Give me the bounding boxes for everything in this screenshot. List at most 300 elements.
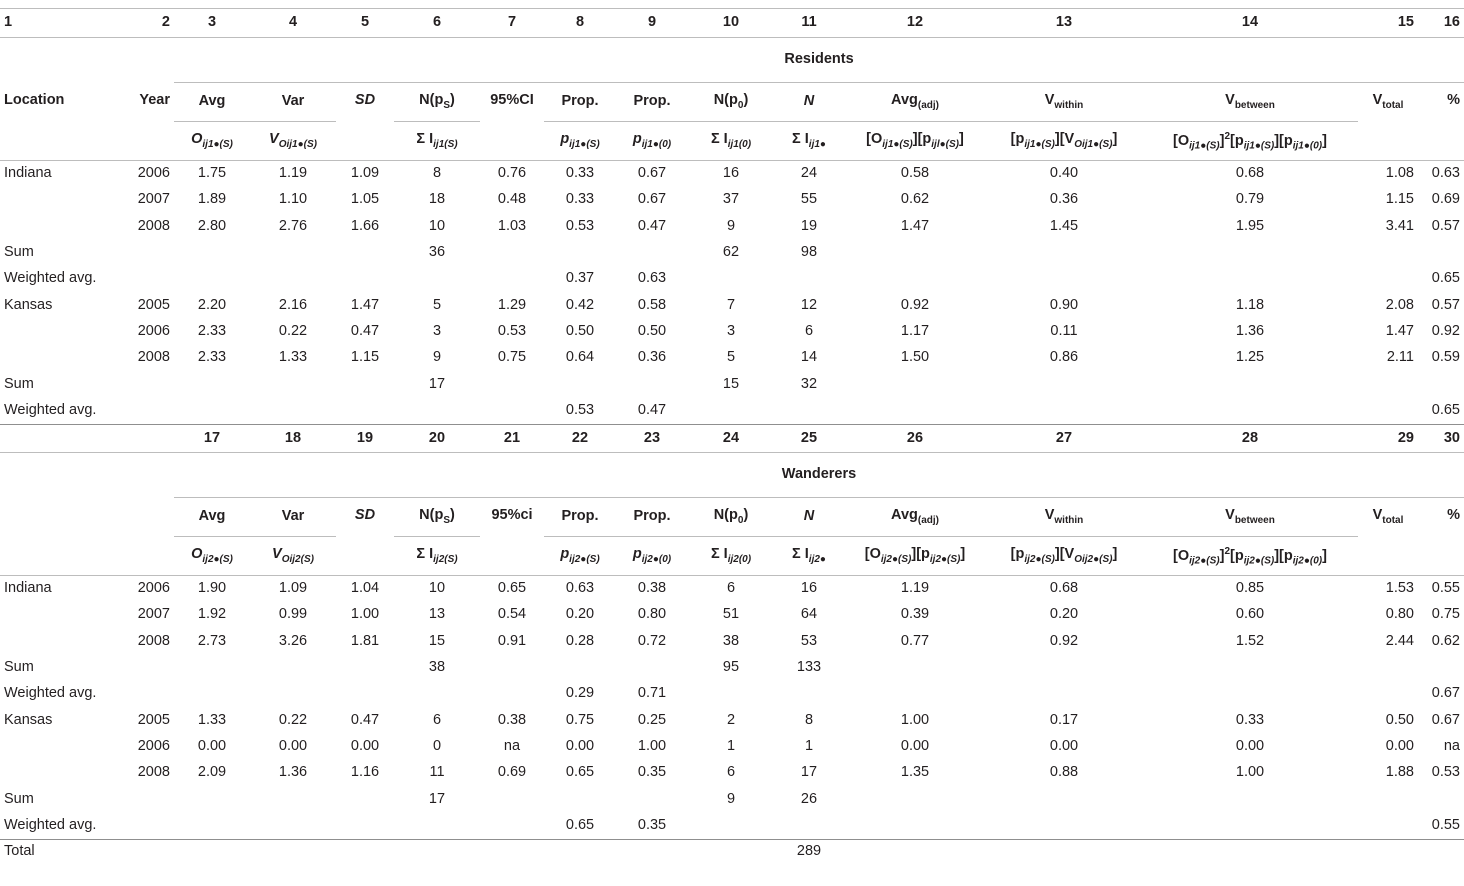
header-avg: Avg bbox=[174, 497, 250, 536]
table-row bbox=[0, 398, 1464, 425]
table-cell bbox=[844, 786, 986, 812]
table-cell bbox=[1142, 786, 1358, 812]
table-cell bbox=[336, 371, 394, 397]
table-cell bbox=[616, 371, 688, 397]
table-cell: 0.40 bbox=[1049, 165, 1079, 182]
table-cell bbox=[1358, 371, 1418, 397]
table-cell bbox=[480, 655, 544, 681]
table-cell bbox=[844, 813, 986, 840]
table-cell: 1.15 bbox=[1385, 191, 1414, 208]
table-cell: 9 bbox=[726, 217, 736, 234]
table-cell: 3.41 bbox=[1385, 217, 1414, 234]
table-cell: 0.00 bbox=[565, 737, 595, 754]
table-cell: 0.47 bbox=[350, 322, 380, 339]
table-cell bbox=[174, 371, 250, 397]
table-cell bbox=[480, 371, 544, 397]
header-n-ps: $N(p_S)$ bbox=[394, 497, 480, 536]
col-number: 11 bbox=[774, 9, 844, 38]
table-cell: 0.59 bbox=[1431, 349, 1460, 366]
table-cell: 0.11 bbox=[1050, 322, 1078, 339]
table-cell: 2006 bbox=[137, 737, 170, 754]
table-cell bbox=[616, 655, 688, 681]
table-cell: 1 bbox=[726, 737, 736, 754]
table-cell: 0.62 bbox=[1431, 632, 1460, 649]
table-cell: 1.29 bbox=[497, 296, 527, 313]
table-cell bbox=[986, 786, 1142, 812]
table-cell: 1.16 bbox=[350, 764, 380, 781]
table-cell: 0.00 bbox=[1385, 737, 1414, 754]
table-cell: 0.86 bbox=[1049, 349, 1079, 366]
table-row bbox=[0, 575, 1464, 602]
table-cell: 0.25 bbox=[637, 711, 667, 728]
col-number: 28 bbox=[1142, 424, 1358, 452]
table-cell: 0.85 bbox=[1235, 580, 1265, 597]
table-cell: 1.36 bbox=[278, 764, 308, 781]
table-cell: 64 bbox=[800, 606, 818, 623]
table-cell bbox=[480, 266, 544, 292]
table-cell bbox=[250, 240, 336, 266]
table-cell: 18 bbox=[428, 191, 446, 208]
table-cell: 1.81 bbox=[350, 632, 380, 649]
table-cell: 3 bbox=[432, 322, 442, 339]
table-cell bbox=[250, 371, 336, 397]
header-pct: % bbox=[1418, 497, 1464, 575]
table-cell: 1.95 bbox=[1235, 217, 1265, 234]
table-cell bbox=[336, 786, 394, 812]
table-cell: 0.63 bbox=[637, 270, 667, 287]
table-cell: 1.45 bbox=[1049, 217, 1079, 234]
table-cell: 2.11 bbox=[1386, 349, 1414, 366]
header-n: N bbox=[774, 83, 844, 122]
table-cell bbox=[1418, 240, 1464, 266]
col-number: 3 bbox=[174, 9, 250, 38]
row-label: Weighted avg. bbox=[0, 813, 108, 840]
section-title-wanderers: Wanderers bbox=[174, 452, 1464, 497]
header-row bbox=[0, 122, 1464, 161]
table-cell: 9 bbox=[726, 790, 736, 807]
table-cell: 0.20 bbox=[565, 606, 595, 623]
table-cell: 0.69 bbox=[497, 764, 527, 781]
table-row bbox=[0, 602, 1464, 628]
table-cell bbox=[174, 681, 250, 707]
table-cell: 133 bbox=[796, 659, 822, 676]
table-cell bbox=[108, 371, 174, 397]
header-v-between: $V_{between}$ bbox=[1142, 497, 1358, 536]
table-cell bbox=[1418, 786, 1464, 812]
row-label: Indiana bbox=[4, 580, 52, 597]
table-row bbox=[0, 371, 1464, 397]
row-label: Sum bbox=[4, 659, 34, 676]
table-row bbox=[0, 786, 1464, 812]
table-row bbox=[0, 187, 1464, 213]
table-cell bbox=[1358, 681, 1418, 707]
table-cell: 0.88 bbox=[1049, 764, 1079, 781]
header-v-total: $V_{total}$ bbox=[1358, 497, 1418, 575]
col-number: 22 bbox=[544, 424, 616, 452]
table-cell bbox=[336, 398, 394, 425]
table-cell: 0.90 bbox=[1049, 296, 1079, 313]
table-cell bbox=[250, 786, 336, 812]
table-cell: 2008 bbox=[137, 349, 170, 366]
table-cell: 0.68 bbox=[1235, 165, 1265, 182]
table-cell: 26 bbox=[800, 790, 818, 807]
table-cell: 0.50 bbox=[565, 322, 595, 339]
table-cell: 0.47 bbox=[637, 217, 667, 234]
table-cell: 0.62 bbox=[900, 191, 930, 208]
table-cell bbox=[108, 681, 174, 707]
table-cell bbox=[844, 240, 986, 266]
table-cell bbox=[1358, 655, 1418, 681]
table-cell bbox=[844, 681, 986, 707]
col-number: 10 bbox=[688, 9, 774, 38]
table-cell: 0.65 bbox=[1418, 398, 1464, 425]
table-cell: 6 bbox=[804, 322, 814, 339]
table-cell: 0.75 bbox=[1431, 606, 1460, 623]
table-cell: 1.47 bbox=[1385, 322, 1414, 339]
header-o: $O_{ij2●(S)}$ bbox=[174, 536, 250, 575]
table-cell: 11 bbox=[429, 764, 445, 781]
table-cell: 2005 bbox=[137, 296, 170, 313]
col-number: 24 bbox=[688, 424, 774, 452]
table-cell: 0.33 bbox=[565, 191, 595, 208]
table-row bbox=[0, 214, 1464, 240]
table-cell: 0.65 bbox=[544, 813, 616, 840]
table-row bbox=[0, 345, 1464, 371]
table-cell: 2.16 bbox=[278, 296, 308, 313]
col-number: 9 bbox=[616, 9, 688, 38]
table-cell bbox=[1418, 371, 1464, 397]
table-cell: 0.67 bbox=[637, 165, 667, 182]
table-cell: 0.75 bbox=[565, 711, 595, 728]
table-cell: 0.38 bbox=[497, 711, 527, 728]
table-cell bbox=[844, 398, 986, 425]
table-cell: 0.92 bbox=[1431, 322, 1460, 339]
table-cell: 3.26 bbox=[278, 632, 308, 649]
table-cell: 2.08 bbox=[1385, 296, 1414, 313]
row-label: Sum bbox=[4, 375, 34, 392]
table-cell bbox=[480, 681, 544, 707]
col-number: 16 bbox=[1418, 9, 1464, 38]
table-cell bbox=[844, 371, 986, 397]
header-n-p0: $N(p_0)$ bbox=[688, 497, 774, 536]
table-cell: 37 bbox=[722, 191, 740, 208]
table-cell: 36 bbox=[428, 244, 446, 261]
table-cell: 1.66 bbox=[350, 217, 380, 234]
table-cell: 0.55 bbox=[1431, 580, 1460, 597]
col-number: 30 bbox=[1418, 424, 1464, 452]
total-row bbox=[0, 839, 1464, 864]
table-cell bbox=[1358, 398, 1418, 425]
table-cell: 6 bbox=[432, 711, 442, 728]
table-cell bbox=[986, 681, 1142, 707]
table-cell: 0.00 bbox=[350, 737, 380, 754]
table-cell: 0.42 bbox=[565, 296, 595, 313]
header-var: Var bbox=[250, 497, 336, 536]
col-number: 13 bbox=[986, 9, 1142, 38]
column-number-row bbox=[0, 424, 1464, 452]
table-cell: 0.75 bbox=[497, 349, 527, 366]
header-sum-in: Σ $I_{ij1●}$ bbox=[774, 122, 844, 161]
table-cell bbox=[774, 681, 844, 707]
table-cell: 0.76 bbox=[497, 165, 527, 182]
table-cell: 0.53 bbox=[544, 398, 616, 425]
table-cell: 0.37 bbox=[565, 270, 595, 287]
table-cell bbox=[1418, 655, 1464, 681]
table-cell bbox=[986, 371, 1142, 397]
table-cell: 3 bbox=[726, 322, 736, 339]
table-cell: 0.71 bbox=[637, 685, 667, 702]
table-cell: 0.77 bbox=[900, 632, 930, 649]
table-cell bbox=[250, 266, 336, 292]
table-cell: 32 bbox=[800, 375, 818, 392]
table-row bbox=[0, 319, 1464, 345]
table-cell: 0.92 bbox=[1049, 632, 1079, 649]
table-cell: 0.60 bbox=[1235, 606, 1265, 623]
table-cell: 0.00 bbox=[1049, 737, 1079, 754]
table-cell: 98 bbox=[800, 244, 818, 261]
col-number: 5 bbox=[336, 9, 394, 38]
table-cell bbox=[986, 398, 1142, 425]
table-cell: 0 bbox=[432, 737, 442, 754]
header-sd: SD bbox=[336, 497, 394, 575]
table-cell: 0.63 bbox=[1431, 165, 1460, 182]
table-row bbox=[0, 707, 1464, 733]
table-cell: 1.00 bbox=[900, 711, 930, 728]
table-cell: 19 bbox=[800, 217, 818, 234]
table-cell: 17 bbox=[428, 790, 446, 807]
table-cell: 0.35 bbox=[616, 813, 688, 840]
table-cell: 2.20 bbox=[197, 296, 227, 313]
table-cell: 2.80 bbox=[197, 217, 227, 234]
table-cell: 53 bbox=[800, 632, 818, 649]
col-number: 25 bbox=[774, 424, 844, 452]
table-cell: 1.00 bbox=[1235, 764, 1265, 781]
table-cell: 1.03 bbox=[497, 217, 527, 234]
table-row bbox=[0, 292, 1464, 318]
header-v-between: $V_{between}$ bbox=[1142, 83, 1358, 122]
header-p-0: $p_{ij1●(0)}$ bbox=[616, 122, 688, 161]
table-cell bbox=[394, 266, 480, 292]
row-label: Weighted avg. bbox=[4, 270, 97, 287]
header-prop: Prop. bbox=[616, 83, 688, 122]
table-cell: 0.67 bbox=[637, 191, 667, 208]
table-cell: 0.33 bbox=[1235, 711, 1265, 728]
row-label bbox=[0, 629, 108, 655]
table-cell bbox=[336, 681, 394, 707]
table-cell: 0.38 bbox=[637, 580, 667, 597]
table-cell bbox=[616, 786, 688, 812]
table-row bbox=[0, 240, 1464, 266]
table-cell: 38 bbox=[428, 659, 446, 676]
table-cell: 2005 bbox=[137, 711, 170, 728]
table-cell bbox=[108, 266, 174, 292]
table-cell: 1.50 bbox=[900, 349, 930, 366]
table-cell bbox=[774, 398, 844, 425]
table-cell: 10 bbox=[428, 217, 446, 234]
header-sum-i: Σ $I_{ij1(S)}$ bbox=[394, 122, 480, 161]
table-cell: 1.19 bbox=[278, 165, 308, 182]
table-cell: 16 bbox=[722, 165, 740, 182]
table-cell: 38 bbox=[722, 632, 740, 649]
table-cell: 0.33 bbox=[565, 165, 595, 182]
header-p-s: $p_{ij2●(S)}$ bbox=[544, 536, 616, 575]
table-cell bbox=[174, 813, 250, 840]
table-cell: 0.72 bbox=[637, 632, 667, 649]
header-within-formula: $[p_{ij1●(S)}][V_{Oij1●(S)}]$ bbox=[986, 122, 1142, 161]
table-cell: 13 bbox=[428, 606, 446, 623]
col-number: 6 bbox=[394, 9, 480, 38]
table-cell bbox=[1142, 398, 1358, 425]
col-number: 2 bbox=[108, 9, 174, 38]
table-cell: 1.17 bbox=[900, 322, 930, 339]
table-cell bbox=[174, 398, 250, 425]
table-cell bbox=[250, 813, 336, 840]
table-cell: 1.89 bbox=[197, 191, 227, 208]
table-cell bbox=[986, 266, 1142, 292]
table-cell: 1.15 bbox=[350, 349, 380, 366]
table-cell bbox=[250, 681, 336, 707]
table-cell: 1.19 bbox=[900, 580, 930, 597]
table-cell: 0.29 bbox=[565, 685, 595, 702]
table-cell bbox=[1142, 681, 1358, 707]
col-number: 17 bbox=[174, 424, 250, 452]
col-number: 4 bbox=[250, 9, 336, 38]
table-cell bbox=[174, 240, 250, 266]
header-sum-i0: Σ $I_{ij2(0)}$ bbox=[688, 536, 774, 575]
table-cell bbox=[544, 786, 616, 812]
header-row bbox=[0, 83, 1464, 122]
table-cell: 0.17 bbox=[1049, 711, 1079, 728]
table-cell: 0.65 bbox=[497, 580, 527, 597]
table-cell bbox=[336, 813, 394, 840]
table-cell: 0.00 bbox=[1235, 737, 1265, 754]
header-within-formula: $[p_{ij2●(S)}][V_{Oij2●(S)}]$ bbox=[986, 536, 1142, 575]
header-avg-adj: Avg$_{(adj)}$ bbox=[844, 497, 986, 536]
col-number: 21 bbox=[480, 424, 544, 452]
table-cell: 1.47 bbox=[350, 296, 380, 313]
table-cell: na bbox=[1443, 737, 1460, 754]
table-cell: 6 bbox=[726, 764, 736, 781]
header-v-within: $V_{within}$ bbox=[986, 497, 1142, 536]
table-cell: 1.47 bbox=[900, 217, 930, 234]
table-cell: 0.00 bbox=[900, 737, 930, 754]
table-cell: 1.75 bbox=[197, 165, 227, 182]
header-pct: % bbox=[1418, 83, 1464, 161]
col-number: 15 bbox=[1358, 9, 1418, 38]
header-adj-formula: $[O_{ij1●(S)}][p_{ijl●(S)}]$ bbox=[844, 122, 986, 161]
table-cell bbox=[688, 813, 774, 840]
header-n: N bbox=[774, 497, 844, 536]
table-cell: 0.68 bbox=[1049, 580, 1079, 597]
table-cell: 0.48 bbox=[497, 191, 527, 208]
table-cell bbox=[174, 786, 250, 812]
table-cell: 16 bbox=[800, 580, 818, 597]
table-cell: 5 bbox=[726, 349, 736, 366]
section-title-row bbox=[0, 452, 1464, 497]
table-cell: 0.65 bbox=[565, 764, 595, 781]
header-sum-i: Σ $I_{ij2(S)}$ bbox=[394, 536, 480, 575]
table-cell: 2.33 bbox=[197, 322, 227, 339]
table-cell: 62 bbox=[722, 244, 740, 261]
header-sd: SD bbox=[336, 83, 394, 161]
header-prop: Prop. bbox=[544, 83, 616, 122]
table-cell: 0.00 bbox=[278, 737, 308, 754]
table-cell: 2006 bbox=[137, 580, 170, 597]
table-row bbox=[0, 760, 1464, 786]
table-cell: 2007 bbox=[137, 191, 170, 208]
header-between-formula: $[O_{ij1●(S)}]^2[p_{ij1●(S)}][p_{ij1●(0)}]$ bbox=[1142, 122, 1358, 161]
table-cell bbox=[250, 655, 336, 681]
table-cell: 0.53 bbox=[565, 217, 595, 234]
table-cell bbox=[844, 266, 986, 292]
table-cell: 0.54 bbox=[497, 606, 527, 623]
row-label: Indiana bbox=[4, 165, 52, 182]
header-ci: 95%CI bbox=[480, 83, 544, 161]
col-number: 7 bbox=[480, 9, 544, 38]
table-cell bbox=[1358, 266, 1418, 292]
table-cell: 14 bbox=[800, 349, 818, 366]
table-cell: 1.05 bbox=[350, 191, 380, 208]
table-cell: 0.50 bbox=[637, 322, 667, 339]
row-label bbox=[0, 602, 108, 628]
table-cell: 12 bbox=[800, 296, 818, 313]
row-label bbox=[0, 345, 108, 371]
table-cell: 0.28 bbox=[565, 632, 595, 649]
col-number: 20 bbox=[394, 424, 480, 452]
col-number: 18 bbox=[250, 424, 336, 452]
table-cell: 0.47 bbox=[350, 711, 380, 728]
table-cell: 0.53 bbox=[1431, 764, 1460, 781]
table-cell: 2.73 bbox=[197, 632, 227, 649]
table-cell: 1.35 bbox=[900, 764, 930, 781]
table-cell bbox=[108, 786, 174, 812]
header-prop: Prop. bbox=[616, 497, 688, 536]
total-value: 289 bbox=[796, 842, 822, 859]
table-cell: 0.64 bbox=[565, 349, 595, 366]
header-row bbox=[0, 497, 1464, 536]
table-cell bbox=[1358, 786, 1418, 812]
table-cell: 0.80 bbox=[1385, 606, 1414, 623]
table-cell: 1.09 bbox=[278, 580, 308, 597]
header-p-s: $p_{ij1●(S)}$ bbox=[544, 122, 616, 161]
table-cell: 0.67 bbox=[1431, 711, 1460, 728]
table-cell: 2008 bbox=[137, 217, 170, 234]
table-cell: 8 bbox=[432, 165, 442, 182]
table-cell bbox=[480, 813, 544, 840]
table-cell bbox=[108, 655, 174, 681]
table-cell: 1.90 bbox=[197, 580, 227, 597]
table-cell: 2.09 bbox=[197, 764, 227, 781]
header-v-total: $V_{total}$ bbox=[1358, 83, 1418, 161]
table-cell bbox=[688, 398, 774, 425]
table-cell bbox=[108, 240, 174, 266]
table-cell: 24 bbox=[800, 165, 818, 182]
table-cell: 1.25 bbox=[1235, 349, 1265, 366]
table-cell: 0.92 bbox=[900, 296, 930, 313]
table-cell: 0.36 bbox=[637, 349, 667, 366]
table-cell: 1.18 bbox=[1235, 296, 1265, 313]
table-cell: 0.53 bbox=[497, 322, 527, 339]
table-cell bbox=[1358, 240, 1418, 266]
table-cell: 15 bbox=[428, 632, 446, 649]
table-cell: 0.55 bbox=[1418, 813, 1464, 840]
row-label bbox=[0, 187, 108, 213]
table-cell bbox=[336, 240, 394, 266]
table-cell bbox=[986, 240, 1142, 266]
row-label bbox=[0, 734, 108, 760]
table-row bbox=[0, 681, 1464, 707]
table-cell: 0.47 bbox=[616, 398, 688, 425]
